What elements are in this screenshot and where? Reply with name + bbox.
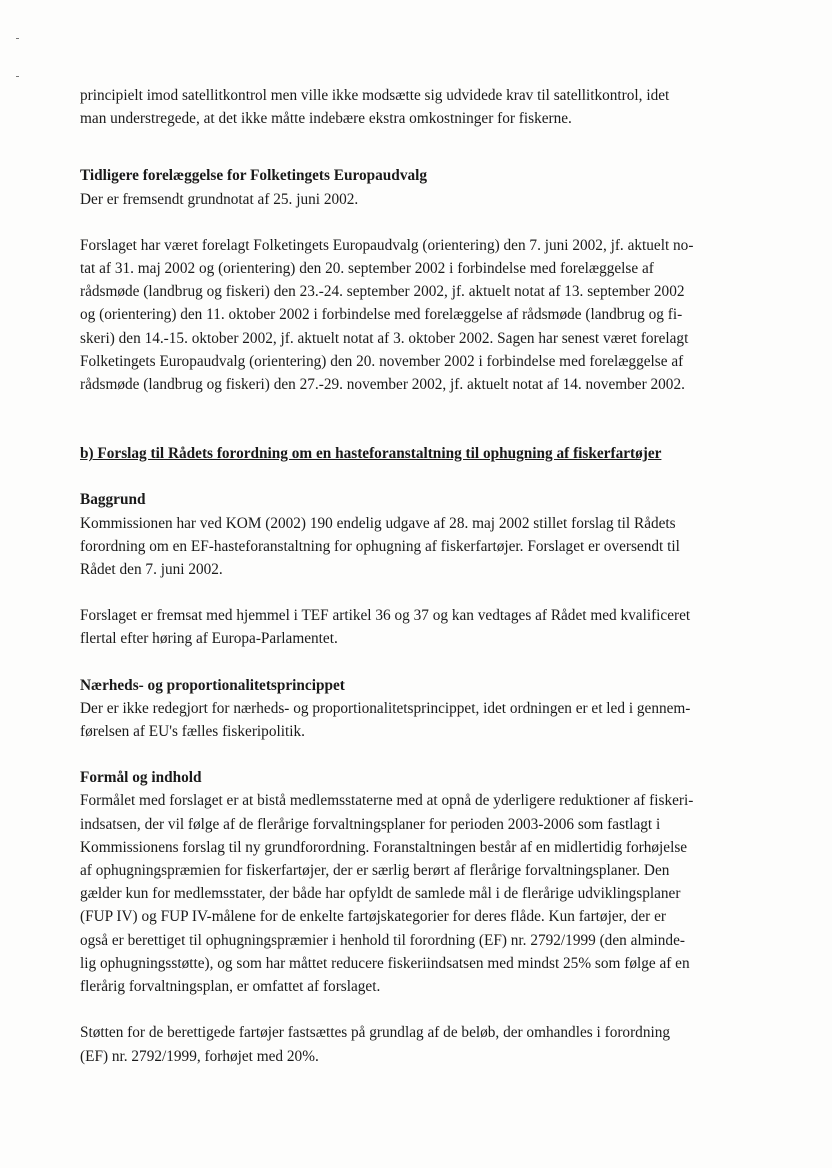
text-line: (FUP IV) og FUP IV-målene for de enkelte fartøjskategorier for deres flåde. Kun fartøjer, der er bbox=[80, 908, 666, 926]
text-line: også er berettiget til ophugningspræmier i henhold til forordning (EF) nr. 2792/1999 (den alminde- bbox=[80, 931, 685, 949]
text-line: Kommissionen har ved KOM (2002) 190 endelig udgave af 28. maj 2002 stillet forslag til Rådets bbox=[80, 514, 676, 532]
text-line: (EF) nr. 2792/1999, forhøjet med 20%. bbox=[80, 1047, 319, 1065]
section-b-title: b) Forslag til Rådets forordning om en hasteforanstaltning til ophugning af fiskerfartøjer bbox=[80, 445, 662, 463]
prior-submission-section bbox=[80, 164, 760, 396]
text-line: Forslaget er fremsat med hjemmel i TEF artikel 36 og 37 og kan vedtages af Rådet med kvalificeret bbox=[80, 607, 691, 625]
text-line: flerårig forvaltningsplan, er omfattet af forslaget. bbox=[80, 978, 381, 996]
margin-mark bbox=[16, 38, 19, 39]
text-line: rådsmøde (landbrug og fiskeri) den 27.-29. november 2002, jf. aktuelt notat af 14. november 2002. bbox=[80, 376, 685, 394]
text-line: Rådet den 7. juni 2002. bbox=[80, 561, 223, 579]
section-heading: Tidligere forelæggelse for Folketingets Europaudvalg bbox=[80, 167, 428, 185]
text-line: indsatsen, der vil følge af de flerårige forvaltningsplaner for perioden 2003-2006 som fastlagt i bbox=[80, 815, 661, 833]
text-line: Formålet med forslaget er at bistå medlemsstaterne med at opnå de yderligere reduktioner af fiskeri- bbox=[80, 792, 694, 810]
text-line: af ophugningspræmien for fiskerfartøjer, der er særlig berørt af flerårige forvaltningsplaner. Den bbox=[80, 862, 670, 880]
text-line: Kommissionens forslag til ny grundforordning. Foranstaltningen består af en midlertidig forhøjelse bbox=[80, 838, 688, 856]
subsidiarity-section bbox=[80, 674, 760, 744]
text-line: Støtten for de berettigede fartøjer fastsættes på grundlag af de beløb, der omhandles i forordning bbox=[80, 1024, 671, 1042]
text-line: Folketingets Europaudvalg (orientering) den 20. november 2002 i forbindelse med forelæggelse af bbox=[80, 352, 684, 370]
text-line: principielt imod satellitkontrol men ville ikke modsætte sig udvidede krav til satellitkontrol, idet bbox=[80, 87, 670, 104]
text-line: flertal efter høring af Europa-Parlamentet. bbox=[80, 630, 338, 648]
section-heading: Nærheds- og proportionalitetsprincippet bbox=[80, 676, 345, 694]
text-line: Der er ikke redegjort for nærheds- og proportionalitetsprincippet, idet ordningen er et led i gennem- bbox=[80, 699, 691, 717]
text-line: skeri) den 14.-15. oktober 2002, jf. aktuelt notat af 3. oktober 2002. Sagen har senest været forelagt bbox=[80, 329, 689, 347]
text-line: førelsen af EU's fælles fiskeripolitik. bbox=[80, 723, 305, 741]
background-section bbox=[80, 488, 760, 650]
text-line: forordning om en EF-hasteforanstaltning for ophugning af fiskerfartøjer. Forslaget er oversendt til bbox=[80, 537, 680, 555]
section-heading: Baggrund bbox=[80, 491, 146, 509]
text-line: og (orientering) den 11. oktober 2002 i forbindelse med forelæggelse af rådsmøde (landbrug og fi- bbox=[80, 306, 683, 324]
purpose-section bbox=[80, 766, 760, 1067]
text-line: rådsmøde (landbrug og fiskeri) den 23.-24. september 2002, jf. aktuelt notat af 13. september 2002 bbox=[80, 283, 685, 301]
text-line: Forslaget har været forelagt Folketingets Europaudvalg (orientering) den 7. juni 2002, jf. aktuelt no- bbox=[80, 236, 694, 254]
section-heading: Formål og indhold bbox=[80, 769, 202, 787]
text-line: lig ophugningsstøtte), og som har måttet reducere fiskeriindsatsen med mindst 25% som følge af en bbox=[80, 954, 690, 972]
prior-submission-paragraph bbox=[80, 234, 760, 396]
text-line: man understregede, at det ikke måtte indebære ekstra omkostninger for fiskerne. bbox=[80, 110, 572, 128]
margin-mark bbox=[16, 76, 19, 77]
text-line: Der er fremsendt grundnotat af 25. juni 2002. bbox=[80, 190, 359, 208]
document-body bbox=[80, 84, 760, 1068]
text-line: gælder kun for medlemsstater, der både har opfyldt de samlede mål i de flerårige udviklingsplaner bbox=[80, 885, 681, 903]
intro-paragraph bbox=[80, 84, 760, 130]
text-line: tat af 31. maj 2002 og (orientering) den 20. september 2002 i forbindelse med forelæggelse af bbox=[80, 260, 654, 278]
